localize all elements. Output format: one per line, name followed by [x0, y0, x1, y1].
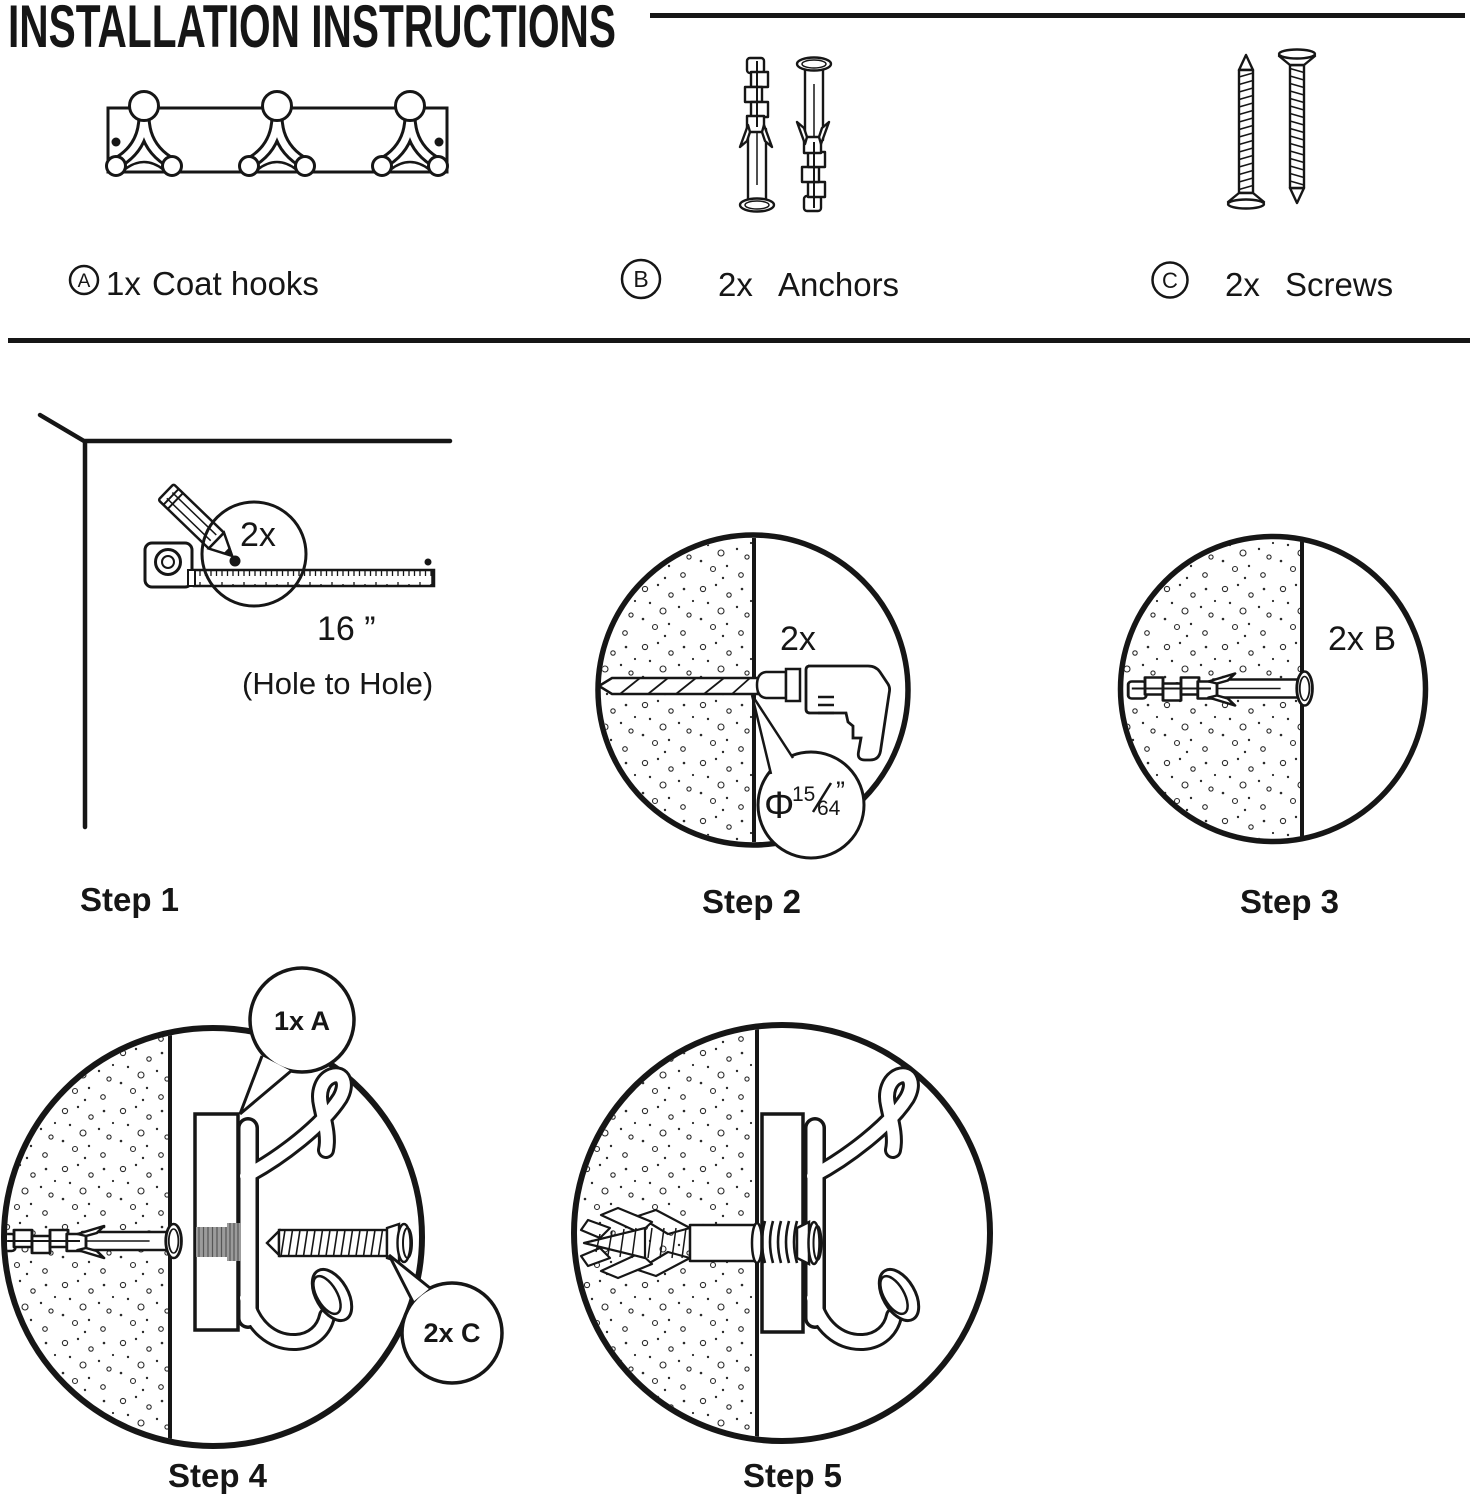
screw-icons	[1228, 50, 1315, 209]
callout-2xC	[389, 1255, 502, 1383]
rail-cross-section	[195, 1114, 238, 1330]
step4-bubble-bottom: 2x C	[423, 1318, 481, 1348]
step3-label: Step 3	[1240, 883, 1340, 920]
step-2	[598, 535, 908, 920]
screw-hole-right	[435, 138, 444, 147]
screw-icon-right	[1279, 50, 1315, 204]
part-a-label	[70, 265, 319, 302]
anchor-icon-right	[797, 58, 831, 212]
wall-corner	[40, 415, 450, 827]
part-c-letter: C	[1162, 268, 1178, 293]
step-1	[40, 415, 450, 918]
anchor-icon-left	[740, 58, 774, 212]
part-b-label	[622, 260, 899, 303]
step-5	[574, 1025, 990, 1494]
part-b-qty: 2x	[718, 266, 753, 303]
coat-hooks-icon	[107, 92, 448, 176]
part-b-name: Anchors	[778, 266, 900, 303]
step1-note: (Hole to Hole)	[242, 666, 434, 701]
mark-dot-left	[230, 556, 241, 567]
part-a-name: Coat hooks	[152, 265, 319, 302]
section-divider	[8, 338, 1470, 343]
part-c-name: Screws	[1285, 266, 1394, 303]
part-c-label	[1153, 263, 1394, 304]
step4-label: Step 4	[168, 1457, 268, 1494]
part-b-letter: B	[633, 266, 649, 292]
step1-label: Step 1	[80, 881, 180, 918]
step-4	[0, 968, 502, 1494]
header	[8, 0, 1465, 60]
part-a-letter: A	[77, 271, 91, 292]
part-a-qty: 1x	[106, 265, 141, 302]
parts-list	[70, 50, 1393, 304]
tape-measure-icon	[145, 543, 434, 587]
part-c-qty: 2x	[1225, 266, 1260, 303]
step3-qty: 2x B	[1328, 620, 1397, 658]
threaded-hole	[196, 1223, 241, 1261]
diameter-numerator: 15	[792, 783, 816, 806]
step2-label: Step 2	[702, 883, 802, 920]
drill-bit-icon	[599, 678, 758, 694]
diameter-symbol: Φ	[764, 785, 795, 827]
screw-hole-left	[112, 138, 121, 147]
step4-bubble-top: 1x A	[273, 1006, 331, 1036]
title-rule	[650, 13, 1465, 18]
screw-icon-left	[1228, 55, 1264, 209]
mark-dot-right	[425, 559, 432, 566]
diameter-denominator: 64	[817, 797, 841, 820]
anchor-icons	[740, 58, 831, 212]
step1-distance: 16 ”	[317, 610, 376, 648]
diameter-unit: ”	[836, 776, 845, 806]
page-title: INSTALLATION INSTRUCTIONS	[8, 0, 616, 60]
step-3	[1121, 537, 1426, 921]
step5-label: Step 5	[743, 1457, 843, 1494]
step2-qty: 2x	[780, 620, 816, 658]
step1-qty: 2x	[240, 516, 276, 554]
